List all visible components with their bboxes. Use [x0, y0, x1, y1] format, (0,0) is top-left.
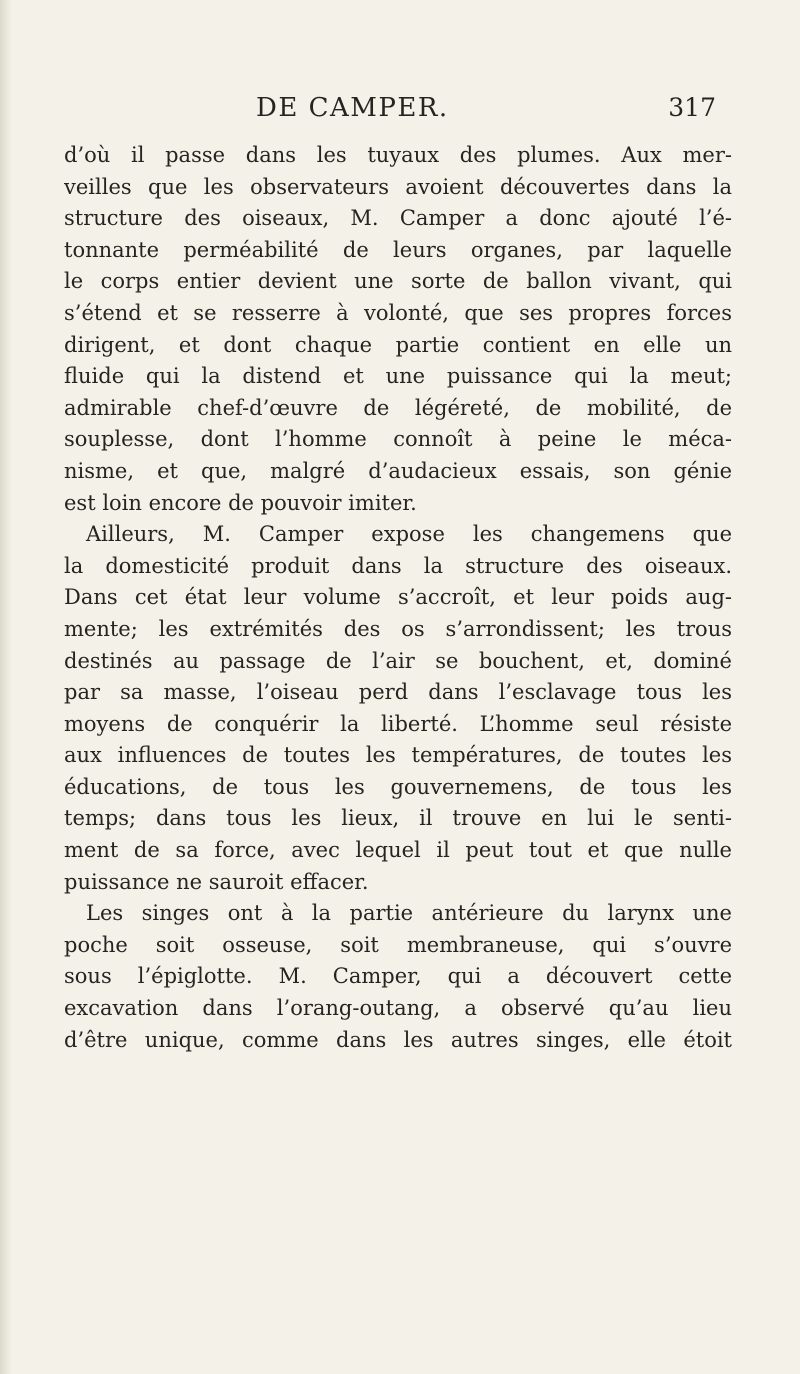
- text-line: d’être unique, comme dans les autres singes, elle étoit: [64, 1027, 732, 1052]
- text-line: destinés au passage de l’air se bouchent, et, dominé: [64, 648, 732, 673]
- text-line: tonnante perméabilité de leurs organes, par laquelle: [64, 237, 732, 262]
- text-line: moyens de conquérir la liberté. L’homme seul résiste: [64, 711, 732, 736]
- text-line: poche soit osseuse, soit membraneuse, qui s’ouvre: [64, 932, 732, 957]
- text-line: aux influences de toutes les températures, de toutes les: [64, 743, 732, 768]
- running-head: DE CAMPER.: [256, 93, 449, 123]
- text-line: ment de sa force, avec lequel il peut tout et que nulle: [64, 838, 732, 863]
- page-binding-shadow: [0, 0, 12, 1374]
- body-text: [64, 140, 732, 1056]
- text-line: nisme, et que, malgré d’audacieux essais, son génie: [64, 458, 732, 483]
- text-line: mente; les extrémités des os s’arrondissent; les trous: [64, 616, 732, 641]
- text-line: s’étend et se resserre à volonté, que ses propres forces: [64, 300, 732, 325]
- page-header: [256, 93, 716, 129]
- text-line: éducations, de tous les gouvernemens, de tous les: [64, 774, 732, 799]
- text-line: d’où il passe dans les tuyaux des plumes. Aux mer-: [64, 143, 732, 167]
- text-line: excavation dans l’orang-outang, a observé qu’au lieu: [64, 996, 732, 1021]
- paragraph-start-line: Les singes ont à la partie antérieure du larynx une: [86, 901, 732, 926]
- paragraph-start-line: Ailleurs, M. Camper expose les changemens que: [86, 522, 732, 547]
- text-line: sous l’épiglotte. M. Camper, qui a découvert cette: [64, 964, 732, 989]
- paragraph-end-line: puissance ne sauroit effacer.: [64, 869, 369, 894]
- text-line: admirable chef-d’œuvre de légéreté, de mobilité, de: [64, 395, 732, 420]
- text-line: structure des oiseaux, M. Camper a donc ajouté l’é-: [64, 206, 732, 231]
- text-line: dirigent, et dont chaque partie contient en elle un: [64, 332, 732, 357]
- text-line: le corps entier devient une sorte de ballon vivant, qui: [64, 269, 732, 294]
- paragraph-end-line: est loin encore de pouvoir imiter.: [64, 490, 417, 515]
- text-line: Dans cet état leur volume s’accroît, et leur poids aug-: [64, 585, 732, 610]
- text-line: veilles que les observateurs avoient découvertes dans la: [64, 174, 732, 199]
- text-line: souplesse, dont l’homme connoît à peine le méca-: [64, 427, 732, 452]
- text-line: la domesticité produit dans la structure des oiseaux.: [64, 553, 732, 578]
- text-line: fluide qui la distend et une puissance qui la meut;: [64, 364, 732, 389]
- text-line: par sa masse, l’oiseau perd dans l’esclavage tous les: [64, 680, 732, 705]
- text-line: temps; dans tous les lieux, il trouve en lui le senti-: [64, 806, 732, 831]
- page-number: 317: [668, 93, 716, 122]
